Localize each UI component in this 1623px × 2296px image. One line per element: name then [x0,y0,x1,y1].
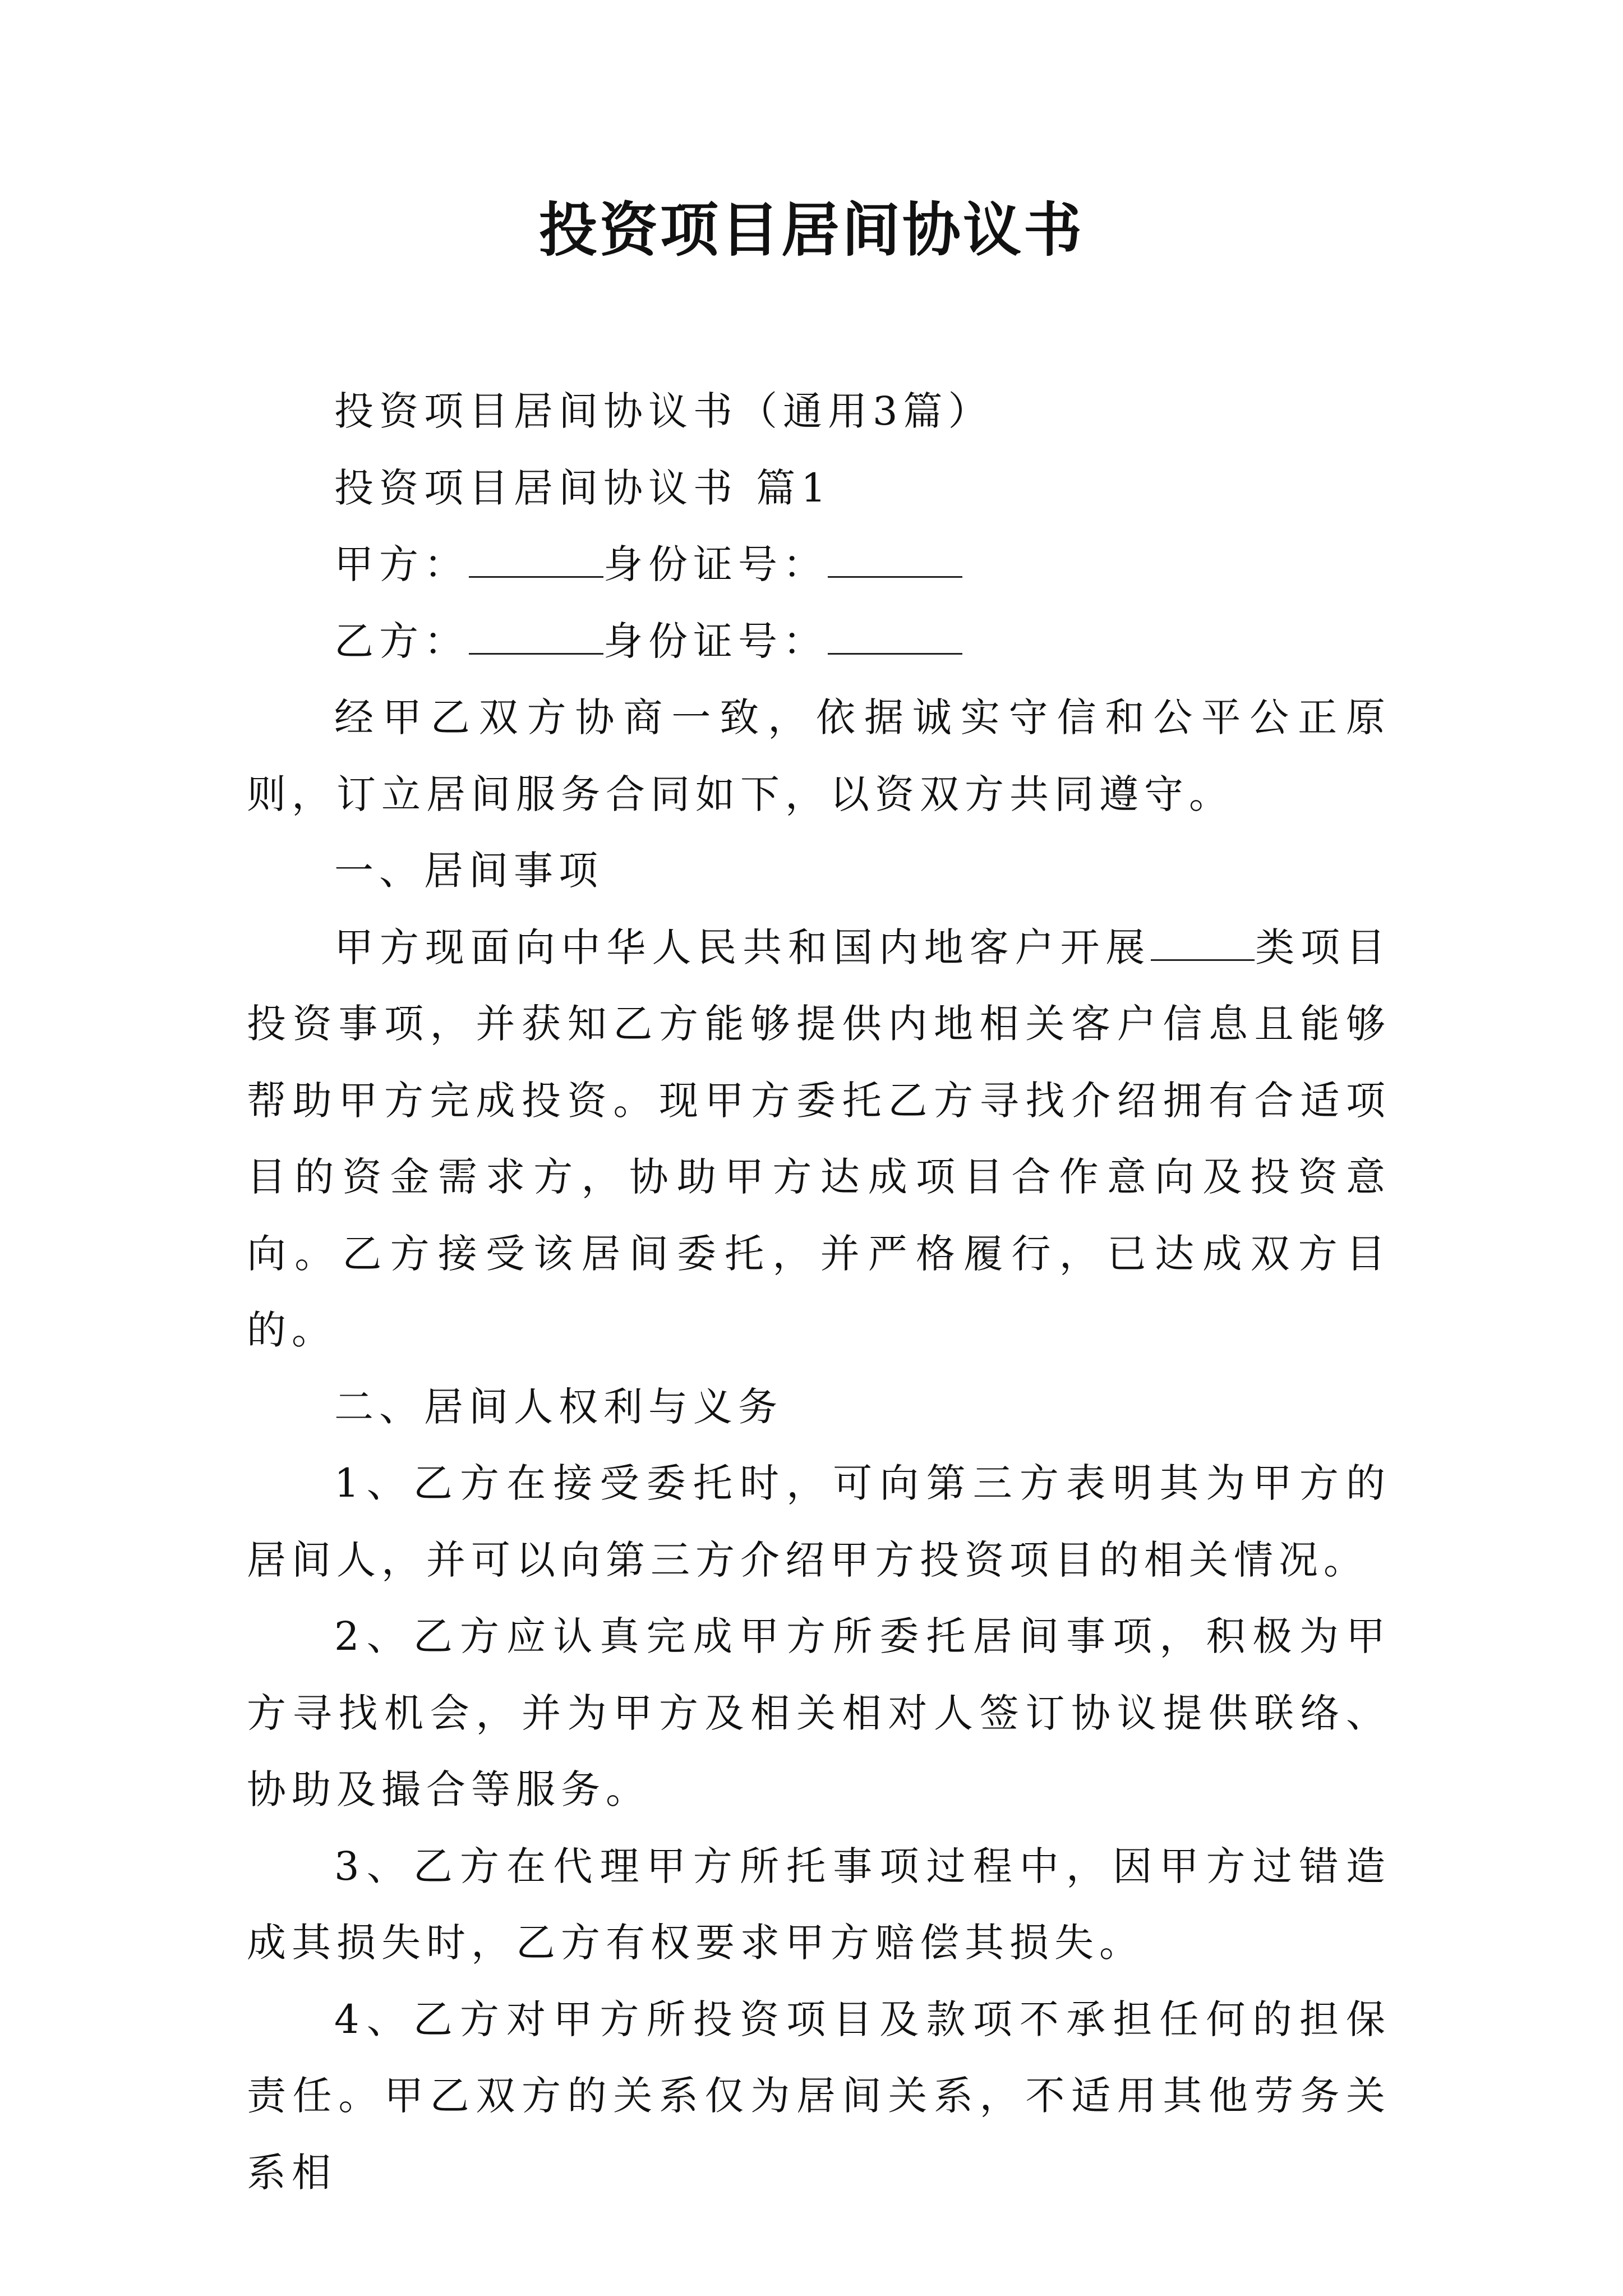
party-a-id-blank [828,542,962,578]
paragraph-1-part1: 甲方现面向中华人民共和国内地客户开展 [334,924,1151,970]
section-heading: 投资项目居间协议书 篇1 [334,464,832,511]
party-b-name-blank [469,619,603,655]
party-b-id-label: 身份证号： [603,618,828,664]
party-b-label: 乙方： [334,618,469,664]
item-3: 3、乙方在代理甲方所托事项过程中，因甲方过错造成其损失时，乙方有权要求甲方赔偿其损失。 [247,1843,1391,1966]
subtitle-line: 投资项目居间协议书（通用3篇） [334,388,993,434]
party-a-id-label: 身份证号： [603,541,828,587]
party-b-id-blank [828,619,962,655]
paragraph-1-part2: 类项目投资事项，并获知乙方能够提供内地相关客户信息且能够帮助甲方完成投资。现甲方委托乙方寻找介绍拥有合适项目的资金需求方，协助甲方达成项目合作意向及投资意向。乙方接受该居间委托，并严格履行，已达成双方目的。 [247,924,1391,1353]
project-type-blank [1151,926,1255,961]
party-a-name-blank [469,542,603,578]
paragraph-1 [247,909,1391,1369]
party-a-line [247,526,1391,603]
document-title: 投资项目居间协议书 [538,195,1084,264]
item-1: 1、乙方在接受委托时，可向第三方表明其为甲方的居间人，并可以向第三方介绍甲方投资项目的相关情况。 [247,1460,1391,1583]
party-a-label: 甲方： [334,541,469,587]
heading-1: 一、居间事项 [334,848,603,894]
document-body [247,373,1391,2211]
party-b-line [247,603,1391,680]
intro-paragraph: 经甲乙双方协商一致，依据诚实守信和公平公正原则，订立居间服务合同如下，以资双方共同遵守。 [247,694,1391,817]
item-4: 4、乙方对甲方所投资项目及款项不承担任何的担保责任。甲乙双方的关系仅为居间关系，不适用其他劳务关系相 [247,1996,1391,2196]
item-2: 2、乙方应认真完成甲方所委托居间事项，积极为甲方寻找机会，并为甲方及相关相对人签订协议提供联络、协助及撮合等服务。 [247,1613,1391,1812]
heading-2: 二、居间人权利与义务 [334,1383,783,1430]
